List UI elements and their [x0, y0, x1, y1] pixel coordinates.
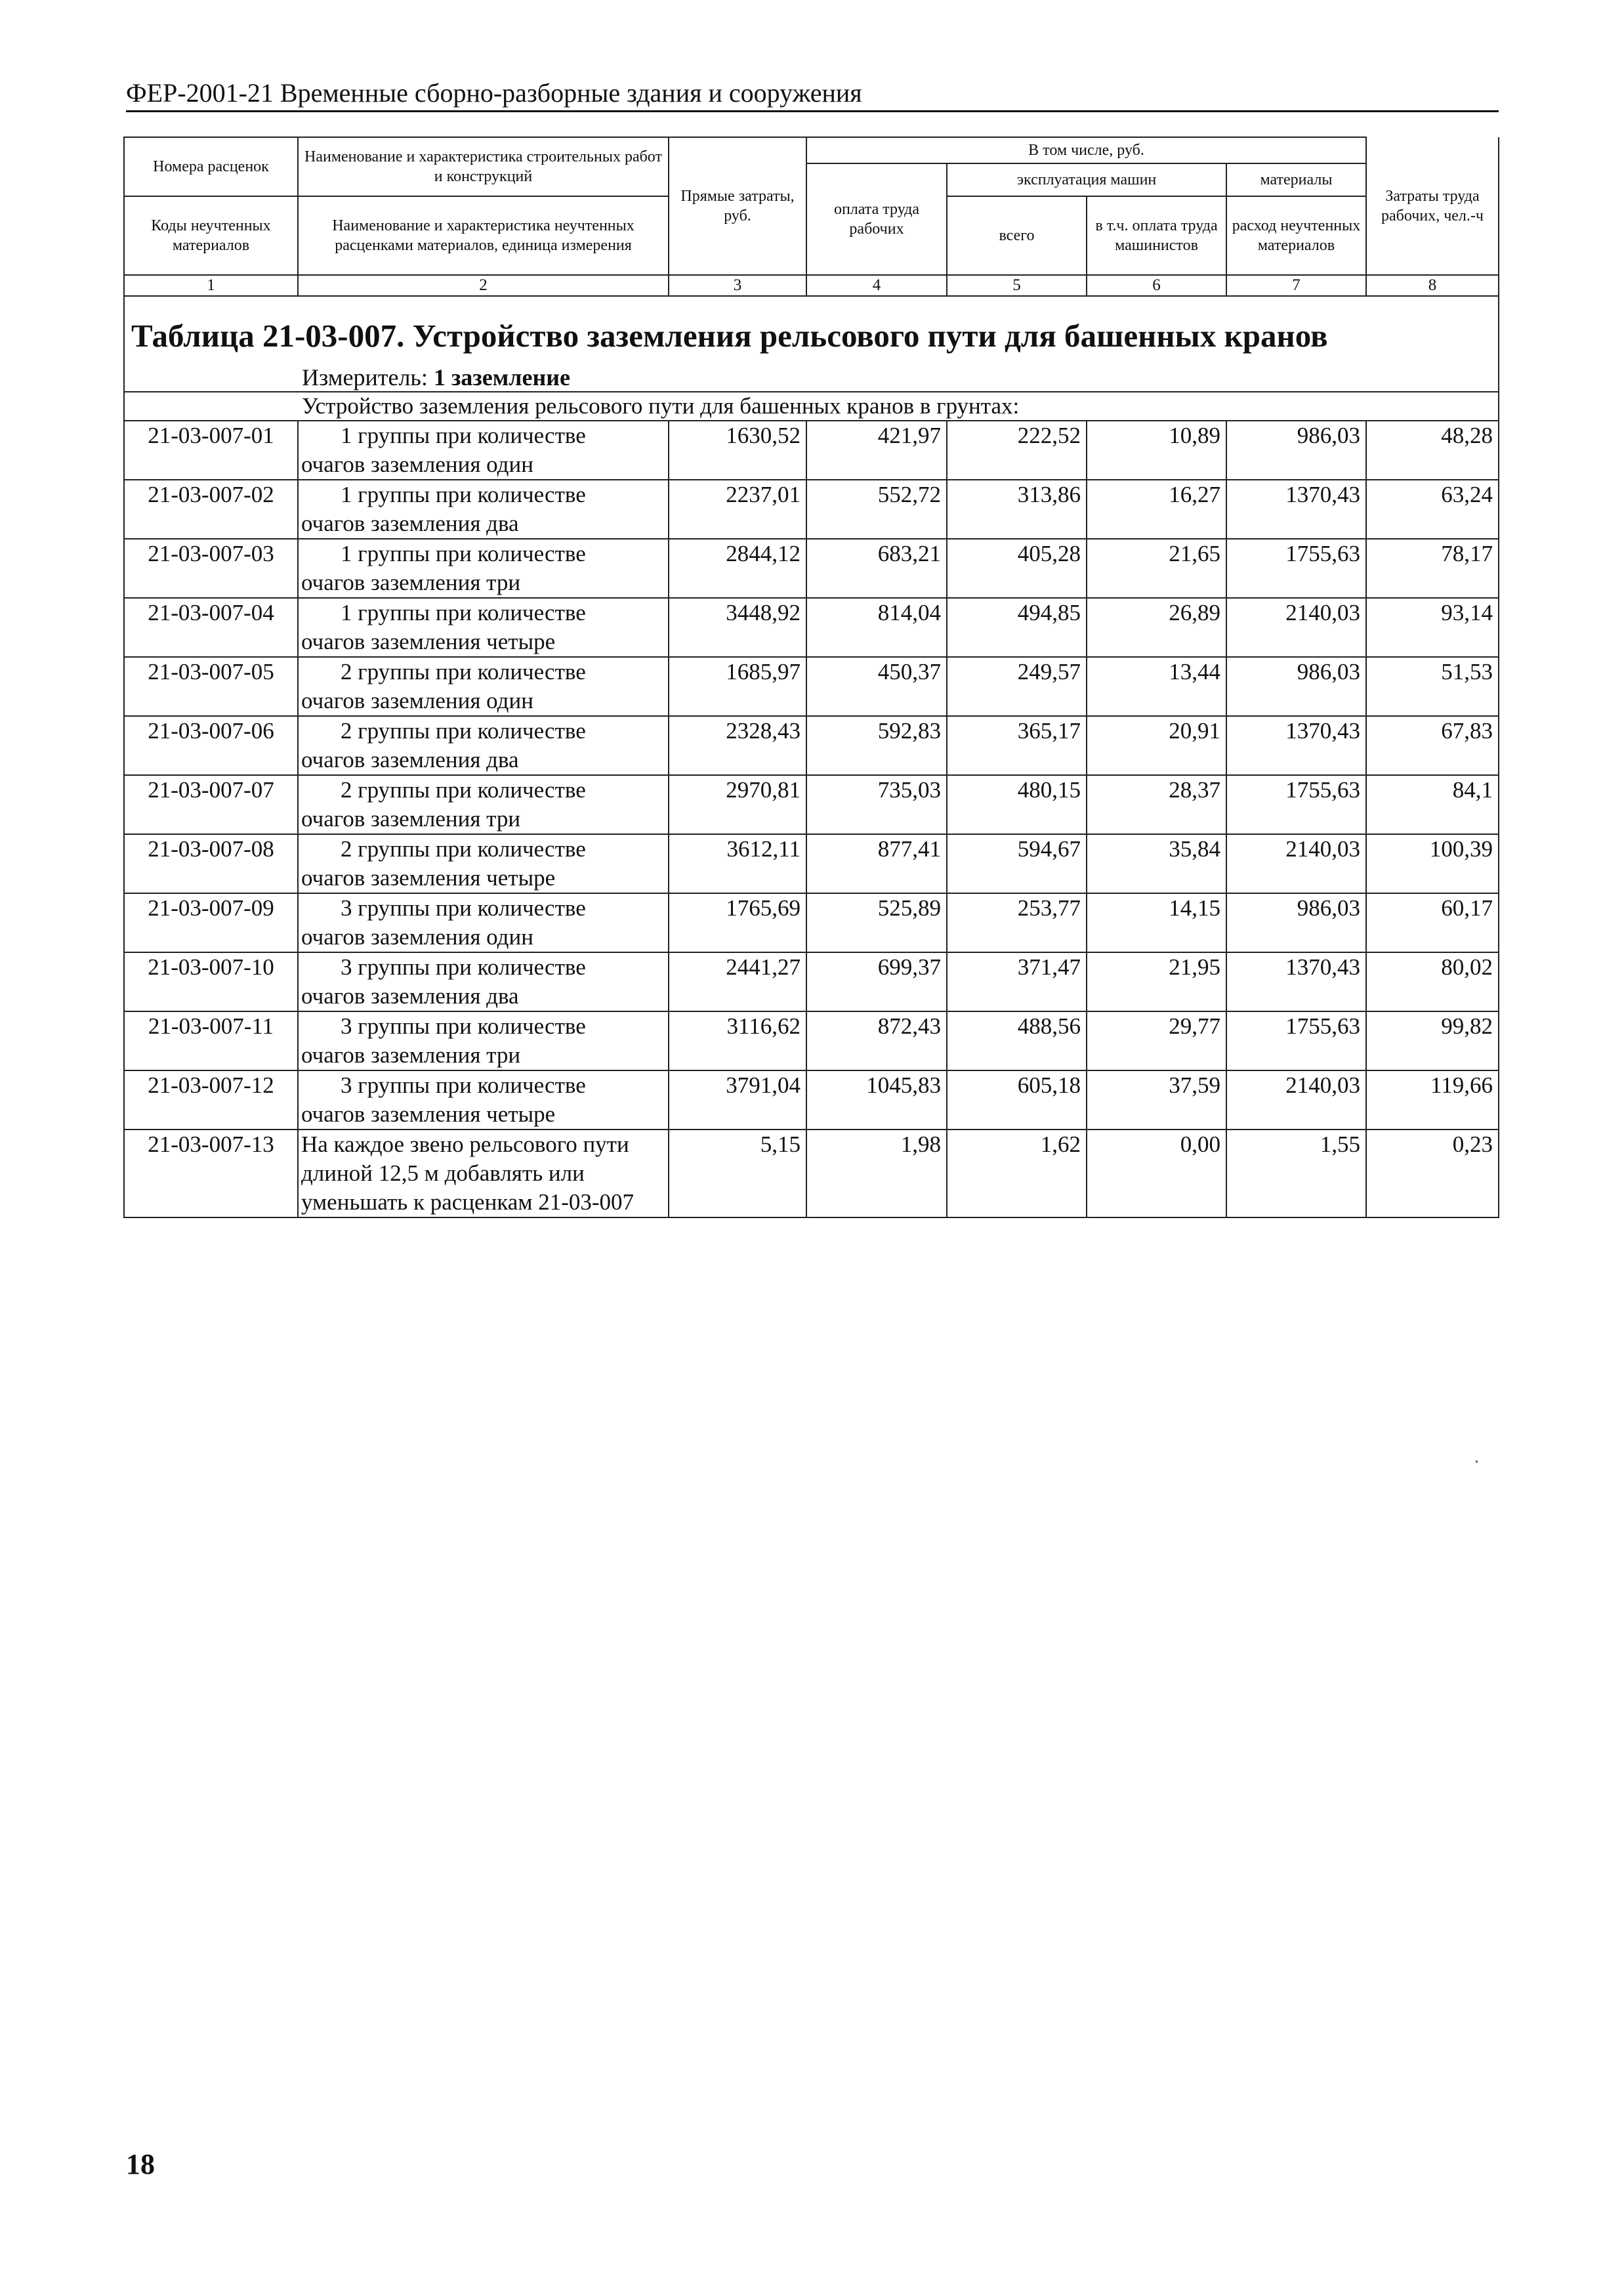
rate-description [298, 893, 669, 952]
labor-pay: 872,43 [806, 1011, 947, 1070]
description-line: очагов заземления один [301, 924, 533, 950]
rate-description [298, 716, 669, 775]
table-row [124, 1070, 1499, 1130]
rate-description [298, 834, 669, 893]
col2-bottom-header: Наименование и характеристика неучтенных расценками материалов, единица измерения [298, 196, 669, 275]
description-line: 1 группы при количестве [341, 541, 586, 566]
table-row [124, 775, 1499, 834]
rate-code: 21-03-007-01 [124, 421, 298, 480]
col-number: 3 [669, 275, 806, 296]
materials-cost: 986,03 [1226, 893, 1366, 952]
direct-cost: 3612,11 [669, 834, 806, 893]
description-line: очагов заземления четыре [301, 865, 556, 891]
machines-total: 494,85 [947, 598, 1087, 657]
scan-speck [1476, 1460, 1478, 1463]
table-body [124, 296, 1499, 1217]
description-line: На каждое звено рельсового пути [301, 1131, 629, 1157]
direct-cost: 3791,04 [669, 1070, 806, 1130]
description-line: 1 группы при количестве [341, 423, 586, 448]
machines-total: 222,52 [947, 421, 1087, 480]
description-line: очагов заземления два [301, 747, 519, 772]
rate-code: 21-03-007-04 [124, 598, 298, 657]
description-line: очагов заземления три [301, 1042, 521, 1068]
rate-description [298, 1130, 669, 1217]
machines-total: 249,57 [947, 657, 1087, 716]
materials-cost: 2140,03 [1226, 1070, 1366, 1130]
rate-code: 21-03-007-03 [124, 539, 298, 598]
labor-hours: 0,23 [1366, 1130, 1499, 1217]
rate-code: 21-03-007-13 [124, 1130, 298, 1217]
direct-cost: 2970,81 [669, 775, 806, 834]
rate-description [298, 657, 669, 716]
labor-hours: 78,17 [1366, 539, 1499, 598]
labor-hours: 84,1 [1366, 775, 1499, 834]
rate-code: 21-03-007-10 [124, 952, 298, 1011]
col1-top-header: Номера расценок [124, 137, 298, 196]
labor-pay: 552,72 [806, 480, 947, 539]
rate-code: 21-03-007-11 [124, 1011, 298, 1070]
labor-pay: 1045,83 [806, 1070, 947, 1130]
description-line: 1 группы при количестве [341, 600, 586, 625]
meter-line [124, 364, 1499, 392]
labor-hours: 60,17 [1366, 893, 1499, 952]
rate-code: 21-03-007-12 [124, 1070, 298, 1130]
direct-cost: 2844,12 [669, 539, 806, 598]
col1-bottom-header: Коды неучтенных материалов [124, 196, 298, 275]
description-line: очагов заземления три [301, 570, 521, 595]
description-line: очагов заземления четыре [301, 629, 556, 654]
labor-pay: 699,37 [806, 952, 947, 1011]
col6-header: в т.ч. оплата труда машинистов [1087, 196, 1226, 275]
table-row [124, 716, 1499, 775]
description-line: очагов заземления один [301, 688, 533, 713]
labor-pay: 814,04 [806, 598, 947, 657]
col-number: 6 [1087, 275, 1226, 296]
rate-code: 21-03-007-05 [124, 657, 298, 716]
col8-header: Затраты труда рабочих, чел.-ч [1366, 137, 1499, 275]
materials-cost: 1370,43 [1226, 716, 1366, 775]
operators-pay: 16,27 [1087, 480, 1226, 539]
direct-cost: 1630,52 [669, 421, 806, 480]
machines-total: 1,62 [947, 1130, 1087, 1217]
materials-cost: 1755,63 [1226, 539, 1366, 598]
rate-code: 21-03-007-09 [124, 893, 298, 952]
labor-pay: 525,89 [806, 893, 947, 952]
labor-hours: 119,66 [1366, 1070, 1499, 1130]
description-line: 2 группы при количестве [341, 718, 586, 744]
direct-cost: 3448,92 [669, 598, 806, 657]
col4-header: оплата труда рабочих [806, 163, 947, 275]
labor-pay: 592,83 [806, 716, 947, 775]
direct-cost: 3116,62 [669, 1011, 806, 1070]
table-row [124, 952, 1499, 1011]
table-title: Таблица 21-03-007. Устройство заземления рельсового пути для башенных кранов [124, 296, 1499, 364]
rate-description [298, 952, 669, 1011]
machines-total: 488,56 [947, 1011, 1087, 1070]
operators-pay: 13,44 [1087, 657, 1226, 716]
labor-hours: 93,14 [1366, 598, 1499, 657]
labor-pay: 735,03 [806, 775, 947, 834]
description-line: 3 группы при количестве [341, 1013, 586, 1039]
labor-pay: 1,98 [806, 1130, 947, 1217]
labor-hours: 67,83 [1366, 716, 1499, 775]
operators-pay: 26,89 [1087, 598, 1226, 657]
table-row [124, 539, 1499, 598]
materials-cost: 2140,03 [1226, 834, 1366, 893]
group-machines-header: эксплуатация машин [947, 163, 1226, 196]
description-line: 2 группы при количестве [341, 659, 586, 685]
rate-description [298, 1011, 669, 1070]
labor-pay: 683,21 [806, 539, 947, 598]
materials-cost: 1,55 [1226, 1130, 1366, 1217]
section-heading: Устройство заземления рельсового пути для башенных кранов в грунтах: [124, 392, 1499, 421]
col-number: 4 [806, 275, 947, 296]
meter-label: Измеритель: [302, 364, 434, 391]
direct-cost: 2441,27 [669, 952, 806, 1011]
direct-cost: 2237,01 [669, 480, 806, 539]
machines-total: 365,17 [947, 716, 1087, 775]
operators-pay: 35,84 [1087, 834, 1226, 893]
rate-description [298, 421, 669, 480]
machines-total: 253,77 [947, 893, 1087, 952]
materials-cost: 2140,03 [1226, 598, 1366, 657]
machines-total: 371,47 [947, 952, 1087, 1011]
labor-hours: 63,24 [1366, 480, 1499, 539]
rate-description [298, 598, 669, 657]
labor-pay: 421,97 [806, 421, 947, 480]
description-line: очагов заземления два [301, 983, 519, 1009]
materials-cost: 1370,43 [1226, 952, 1366, 1011]
rates-table [123, 137, 1499, 1218]
rate-description [298, 539, 669, 598]
meter-value: 1 заземление [433, 364, 570, 391]
page-number: 18 [126, 2148, 155, 2180]
table-row [124, 834, 1499, 893]
description-line: 2 группы при количестве [341, 777, 586, 803]
table-row [124, 421, 1499, 480]
col2-top-header: Наименование и характеристика строительных работ и конструкций [298, 137, 669, 196]
rate-code: 21-03-007-07 [124, 775, 298, 834]
description-line: очагов заземления три [301, 806, 521, 832]
direct-cost: 1765,69 [669, 893, 806, 952]
direct-cost: 1685,97 [669, 657, 806, 716]
labor-hours: 99,82 [1366, 1011, 1499, 1070]
page-header: ФЕР-2001-21 Временные сборно-разборные здания и сооружения [126, 77, 1499, 112]
table-row [124, 598, 1499, 657]
machines-total: 605,18 [947, 1070, 1087, 1130]
materials-cost: 1370,43 [1226, 480, 1366, 539]
rate-description [298, 480, 669, 539]
operators-pay: 28,37 [1087, 775, 1226, 834]
description-line: 3 группы при количестве [341, 895, 586, 921]
description-line: 2 группы при количестве [341, 836, 586, 862]
col3-header: Прямые затраты, руб. [669, 137, 806, 275]
description-line: очагов заземления два [301, 511, 519, 536]
operators-pay: 21,95 [1087, 952, 1226, 1011]
machines-total: 405,28 [947, 539, 1087, 598]
description-line: 1 группы при количестве [341, 482, 586, 507]
description-line: очагов заземления четыре [301, 1101, 556, 1127]
materials-cost: 1755,63 [1226, 1011, 1366, 1070]
rate-code: 21-03-007-08 [124, 834, 298, 893]
direct-cost: 5,15 [669, 1130, 806, 1217]
description-line: 3 группы при количестве [341, 954, 586, 980]
operators-pay: 14,15 [1087, 893, 1226, 952]
labor-pay: 450,37 [806, 657, 947, 716]
operators-pay: 29,77 [1087, 1011, 1226, 1070]
operators-pay: 37,59 [1087, 1070, 1226, 1130]
group-incl-header: В том числе, руб. [806, 137, 1366, 163]
labor-hours: 80,02 [1366, 952, 1499, 1011]
machines-total: 480,15 [947, 775, 1087, 834]
table-row [124, 657, 1499, 716]
rate-code: 21-03-007-02 [124, 480, 298, 539]
labor-pay: 877,41 [806, 834, 947, 893]
labor-hours: 48,28 [1366, 421, 1499, 480]
description-line: 3 группы при количестве [341, 1072, 586, 1098]
col-number: 5 [947, 275, 1087, 296]
col5-header: всего [947, 196, 1087, 275]
operators-pay: 20,91 [1087, 716, 1226, 775]
rate-description [298, 1070, 669, 1130]
col7-header: расход неучтенных материалов [1226, 196, 1366, 275]
rate-description [298, 775, 669, 834]
machines-total: 313,86 [947, 480, 1087, 539]
direct-cost: 2328,43 [669, 716, 806, 775]
table-header [124, 137, 1499, 296]
group-materials-header: материалы [1226, 163, 1366, 196]
table-row [124, 480, 1499, 539]
materials-cost: 1755,63 [1226, 775, 1366, 834]
description-line: очагов заземления один [301, 452, 533, 477]
description-line: уменьшать к расценкам 21-03-007 [301, 1189, 635, 1215]
col-number: 1 [124, 275, 298, 296]
col-number: 7 [1226, 275, 1366, 296]
col-number: 2 [298, 275, 669, 296]
operators-pay: 21,65 [1087, 539, 1226, 598]
description-line: длиной 12,5 м добавлять или [301, 1160, 585, 1186]
machines-total: 594,67 [947, 834, 1087, 893]
materials-cost: 986,03 [1226, 421, 1366, 480]
operators-pay: 10,89 [1087, 421, 1226, 480]
table-row [124, 893, 1499, 952]
labor-hours: 100,39 [1366, 834, 1499, 893]
table-row [124, 1130, 1499, 1217]
materials-cost: 986,03 [1226, 657, 1366, 716]
table-row [124, 1011, 1499, 1070]
col-number: 8 [1366, 275, 1499, 296]
labor-hours: 51,53 [1366, 657, 1499, 716]
operators-pay: 0,00 [1087, 1130, 1226, 1217]
rate-code: 21-03-007-06 [124, 716, 298, 775]
